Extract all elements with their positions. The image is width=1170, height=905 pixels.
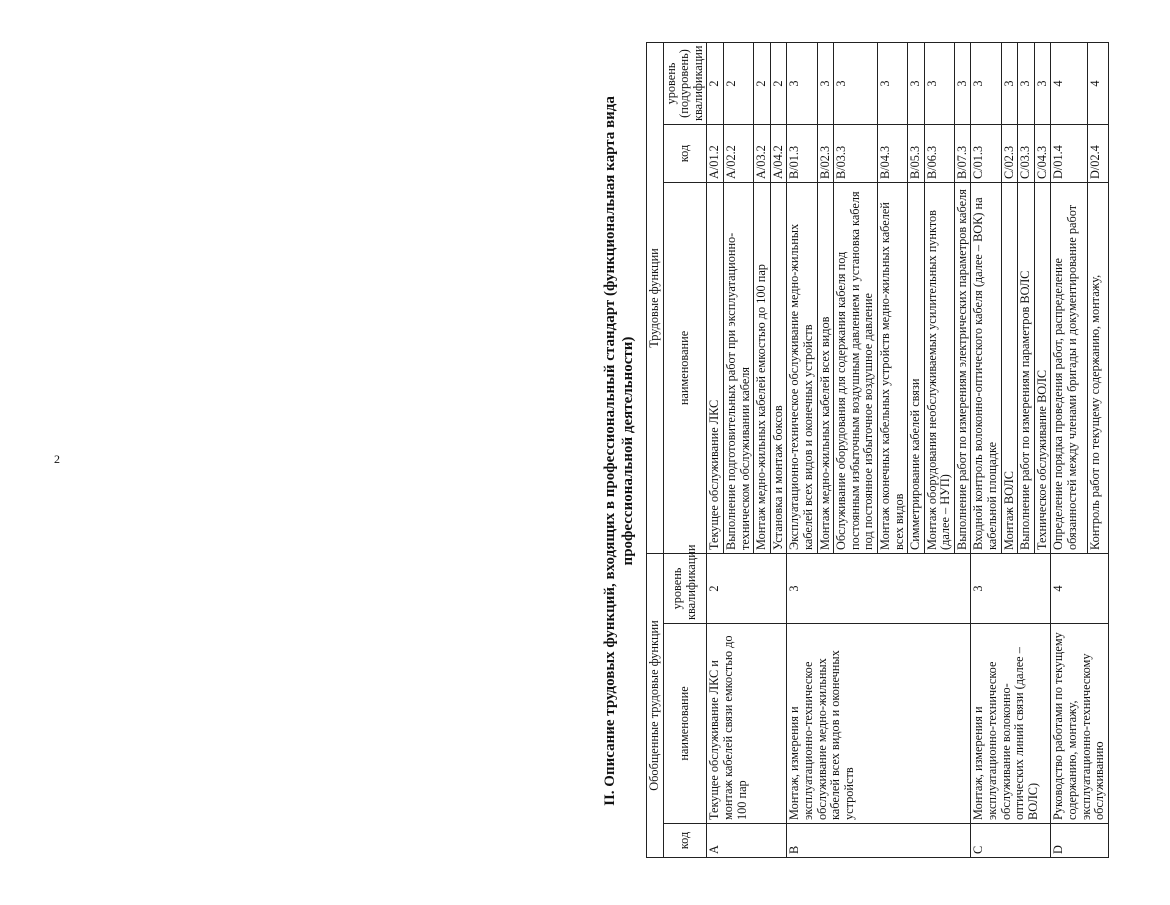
group-name: Монтаж, измерения и эксплуатационно-техническое обслуживание медно-жильных кабелей всех видов и оконечных устройств (787, 624, 971, 824)
function-name: Входной контроль волоконно-оптического кабеля (далее – ВОК) на кабельной площадке (971, 183, 1001, 554)
function-code: C/04.3 (1034, 125, 1051, 183)
function-level: 3 (1018, 42, 1035, 124)
function-code: A/03.2 (754, 125, 771, 183)
function-code: A/04.2 (770, 125, 787, 183)
header-function-level: уровень (подуровень) квалификации (663, 42, 707, 124)
function-name: Монтаж медно-жильных кабелей всех видов (817, 183, 834, 554)
function-level: 3 (1001, 42, 1018, 124)
header-function-name: наименование (663, 183, 707, 554)
function-name: Контроль работ по текущему содержанию, монтажу, (1088, 183, 1108, 554)
header-generalized-functions: Обобщенные трудовые функции (647, 554, 664, 858)
function-name: Симметрирование кабелей связи (908, 183, 925, 554)
header-code: код (663, 824, 707, 858)
table-row (707, 42, 724, 857)
table-row (971, 42, 1001, 857)
table-row (1051, 42, 1088, 857)
function-name: Монтаж оконечных кабельных устройств медно-жильных кабелей всех видов (877, 183, 907, 554)
function-code: C/03.3 (1018, 125, 1035, 183)
function-level: 3 (1034, 42, 1051, 124)
function-name: Обслуживание оборудования для содержания кабеля под постоянным избыточным воздушным давлением и установка кабеля под постоянное избыточное воздушное давление (834, 183, 878, 554)
function-name: Техническое обслуживание ВОЛС (1034, 183, 1051, 554)
function-name: Выполнение работ по измерениям параметров ВОЛС (1018, 183, 1035, 554)
function-level: 2 (707, 42, 724, 124)
table-row (787, 42, 817, 857)
function-name: Выполнение подготовительных работ при эксплуатационно-техническом обслуживании кабеля (723, 183, 753, 554)
group-code: D (1051, 824, 1108, 858)
function-level: 2 (723, 42, 753, 124)
function-level: 2 (754, 42, 771, 124)
function-level: 2 (770, 42, 787, 124)
function-code: A/01.2 (707, 125, 724, 183)
function-code: C/01.3 (971, 125, 1001, 183)
group-name: Монтаж, измерения и эксплуатационно-техническое обслуживание волоконно-оптических линий связи (далее – ВОЛС) (971, 624, 1051, 824)
function-name: Монтаж ВОЛС (1001, 183, 1018, 554)
function-code: A/02.2 (723, 125, 753, 183)
group-code: B (787, 824, 971, 858)
group-name: Текущее обслуживание ЛКС и монтаж кабелей связи емкостью до 100 пар (707, 624, 787, 824)
function-code: B/01.3 (787, 125, 817, 183)
function-code: B/06.3 (924, 125, 954, 183)
function-level: 3 (817, 42, 834, 124)
table-body (707, 42, 1108, 857)
function-code: B/04.3 (877, 125, 907, 183)
group-code: C (971, 824, 1051, 858)
group-level: 4 (1051, 554, 1108, 624)
group-level: 3 (971, 554, 1051, 624)
function-level: 3 (787, 42, 817, 124)
group-name: Руководство работами по текущему содержанию, монтажу, эксплуатационно-техническому обслуживанию (1051, 624, 1108, 824)
function-name: Эксплуатационно-техническое обслуживание медно-жильных кабелей всех видов и оконечных устройств (787, 183, 817, 554)
header-function-code: код (663, 125, 707, 183)
function-level: 3 (924, 42, 954, 124)
heading-line-1: II. Описание трудовых функций, входящих в профессиональный стандарт (функциональная карта вида (602, 96, 618, 806)
function-code: B/07.3 (954, 125, 971, 183)
group-level: 3 (787, 554, 971, 624)
rotated-page-content (602, 36, 1170, 866)
function-name: Выполнение работ по измерениям электрических параметров кабеля (954, 183, 971, 554)
function-level: 3 (971, 42, 1001, 124)
group-level: 2 (707, 554, 787, 624)
header-level: уровень квалификации (663, 554, 707, 624)
function-name: Монтаж оборудования необслуживаемых усилительных пунктов (далее – НУП) (924, 183, 954, 554)
function-code: B/03.3 (834, 125, 878, 183)
group-code: A (707, 824, 787, 858)
function-level: 3 (834, 42, 878, 124)
function-code: B/02.3 (817, 125, 834, 183)
header-labor-functions: Трудовые функции (647, 42, 664, 553)
function-name: Текущее обслуживание ЛКС (707, 183, 724, 554)
function-level: 3 (877, 42, 907, 124)
function-code: D/02.4 (1088, 125, 1108, 183)
function-level: 4 (1051, 42, 1088, 124)
function-level: 4 (1088, 42, 1108, 124)
function-name: Монтаж медно-жильных кабелей емкостью до 100 пар (754, 183, 771, 554)
function-code: D/01.4 (1051, 125, 1088, 183)
function-level: 3 (954, 42, 971, 124)
function-name: Установка и монтаж боксов (770, 183, 787, 554)
page-number: 2 (54, 452, 60, 466)
function-code: B/05.3 (908, 125, 925, 183)
functional-map-table (646, 42, 1109, 858)
heading-line-2: профессиональной деятельности) (620, 336, 636, 566)
header-name: наименование (663, 624, 707, 824)
function-level: 3 (908, 42, 925, 124)
function-name: Определение порядка проведения работ, распределение обязанностей между членами бригады и документирование работ (1051, 183, 1088, 554)
function-code: C/02.3 (1001, 125, 1018, 183)
